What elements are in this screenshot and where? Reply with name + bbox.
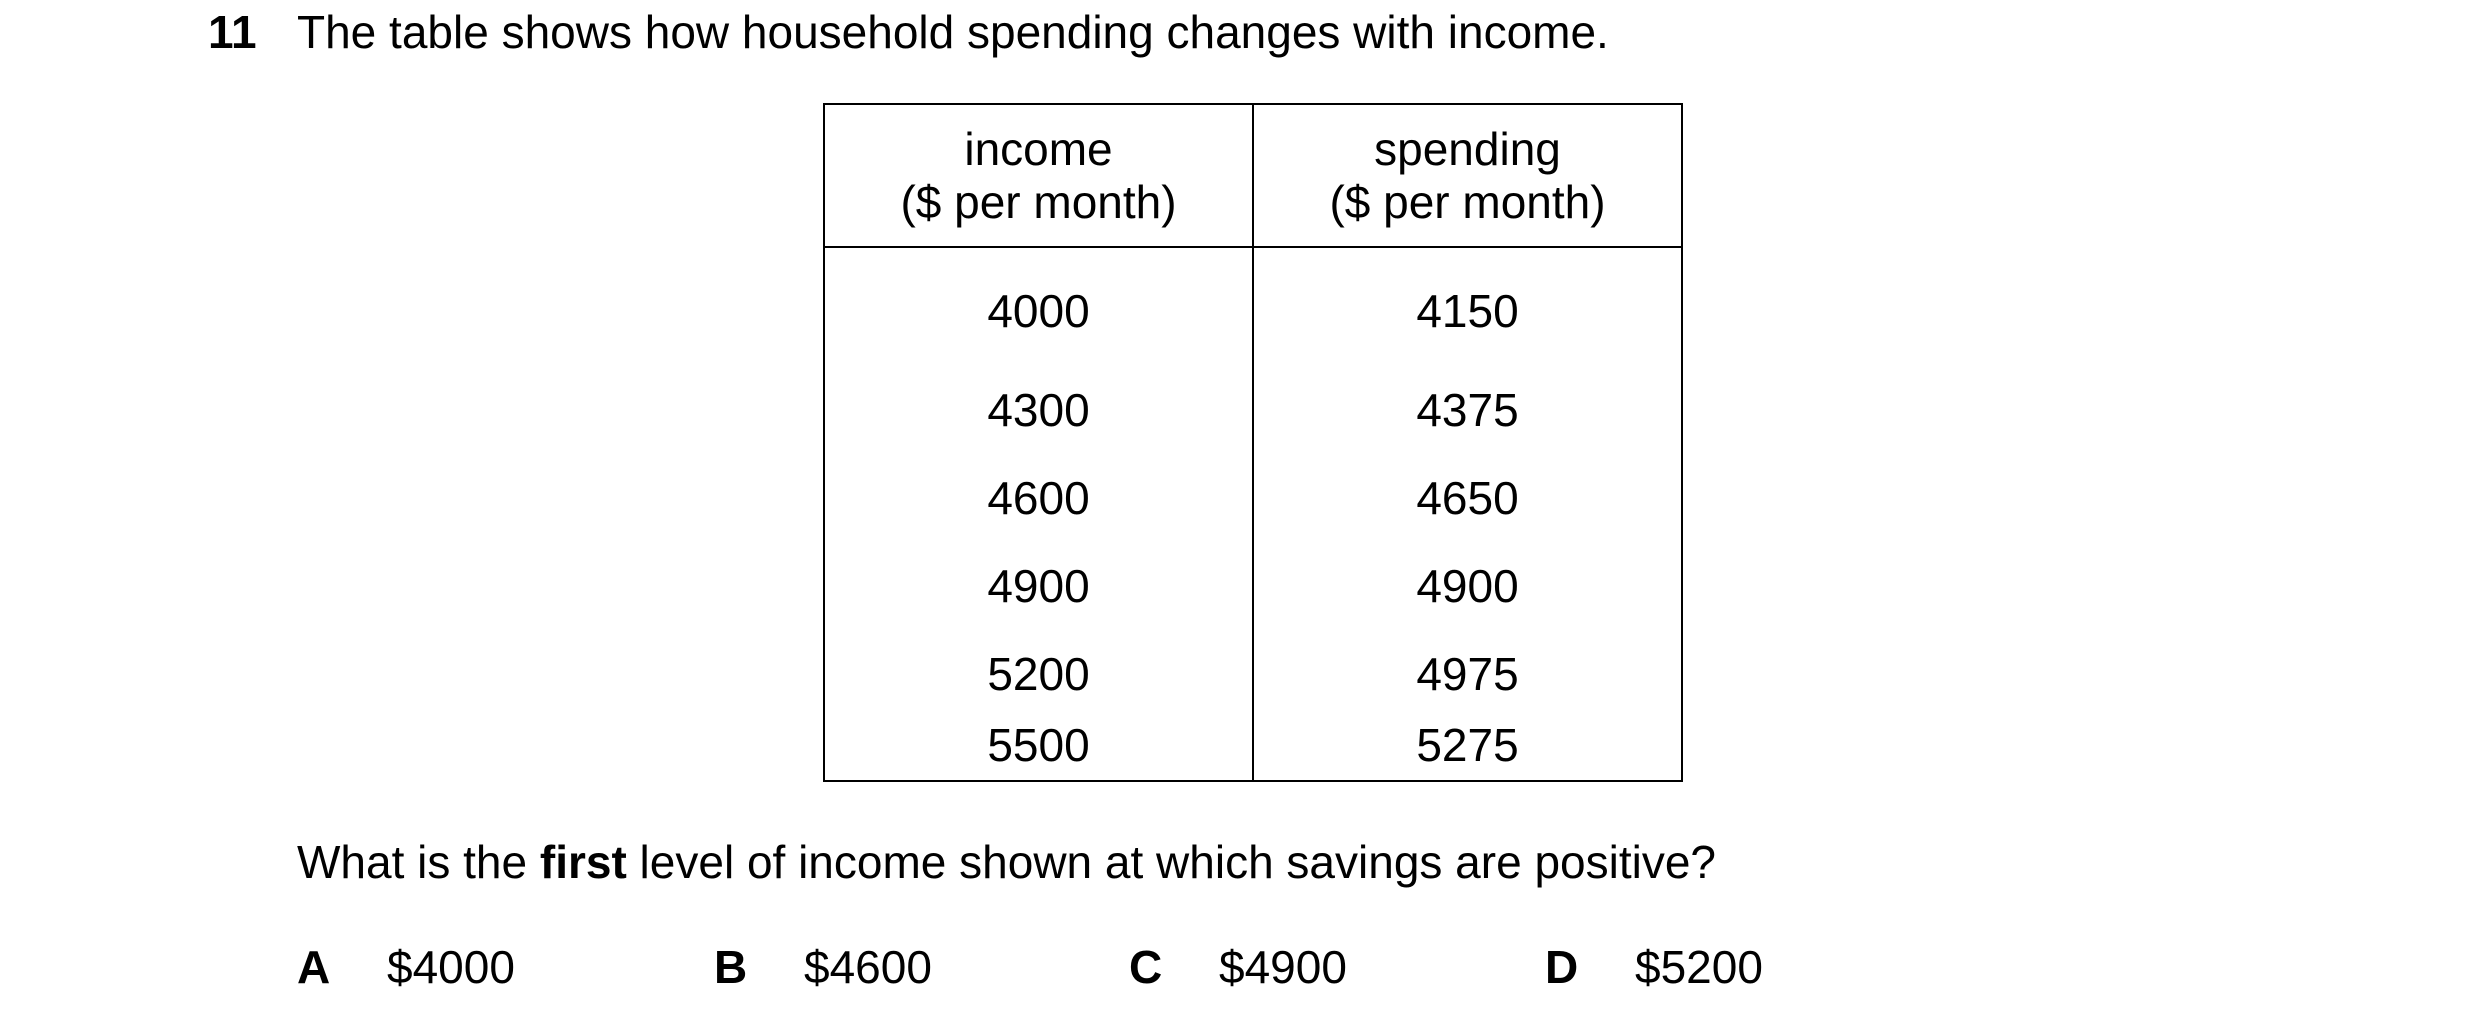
income-cell: 4600	[824, 454, 1253, 542]
income-header-line1: income	[964, 122, 1113, 175]
income-cell: 4300	[824, 366, 1253, 454]
question-intro: The table shows how household spending changes with income.	[297, 6, 1609, 58]
option-a[interactable]	[297, 939, 515, 995]
spending-header-line2: ($ per month)	[1329, 175, 1606, 228]
option-letter: C	[1129, 941, 1163, 993]
question-prompt	[297, 834, 1716, 890]
spending-cell: 4900	[1253, 542, 1682, 630]
income-cell: 4000	[824, 247, 1253, 366]
table-row	[824, 718, 1682, 781]
spending-cell: 4650	[1253, 454, 1682, 542]
spending-column-header	[1253, 104, 1682, 247]
spending-cell: 4975	[1253, 630, 1682, 718]
income-cell: 5200	[824, 630, 1253, 718]
option-c[interactable]	[1129, 939, 1347, 995]
income-column-header	[824, 104, 1253, 247]
table-row	[824, 366, 1682, 454]
option-value: $4000	[387, 941, 515, 993]
income-cell: 5500	[824, 718, 1253, 781]
prompt-before: What is the	[297, 836, 540, 888]
spending-header-line1: spending	[1374, 122, 1561, 175]
question-number: 11	[208, 6, 257, 58]
option-d[interactable]	[1545, 939, 1763, 995]
table-header-row	[824, 104, 1682, 247]
option-letter: D	[1545, 941, 1579, 993]
spending-cell: 4375	[1253, 366, 1682, 454]
income-header-line2: ($ per month)	[900, 175, 1177, 228]
option-value: $4600	[804, 941, 932, 993]
option-letter: A	[297, 941, 331, 993]
table-row	[824, 454, 1682, 542]
option-letter: B	[714, 941, 748, 993]
option-b[interactable]	[714, 939, 932, 995]
table-row	[824, 542, 1682, 630]
prompt-after: level of income shown at which savings are positive?	[626, 836, 1717, 888]
spending-cell: 4150	[1253, 247, 1682, 366]
option-value: $4900	[1219, 941, 1347, 993]
income-spending-table	[823, 103, 1683, 782]
table-row	[824, 630, 1682, 718]
spending-cell: 5275	[1253, 718, 1682, 781]
income-cell: 4900	[824, 542, 1253, 630]
option-value: $5200	[1635, 941, 1763, 993]
prompt-emphasis: first	[539, 836, 627, 888]
table-row	[824, 247, 1682, 366]
